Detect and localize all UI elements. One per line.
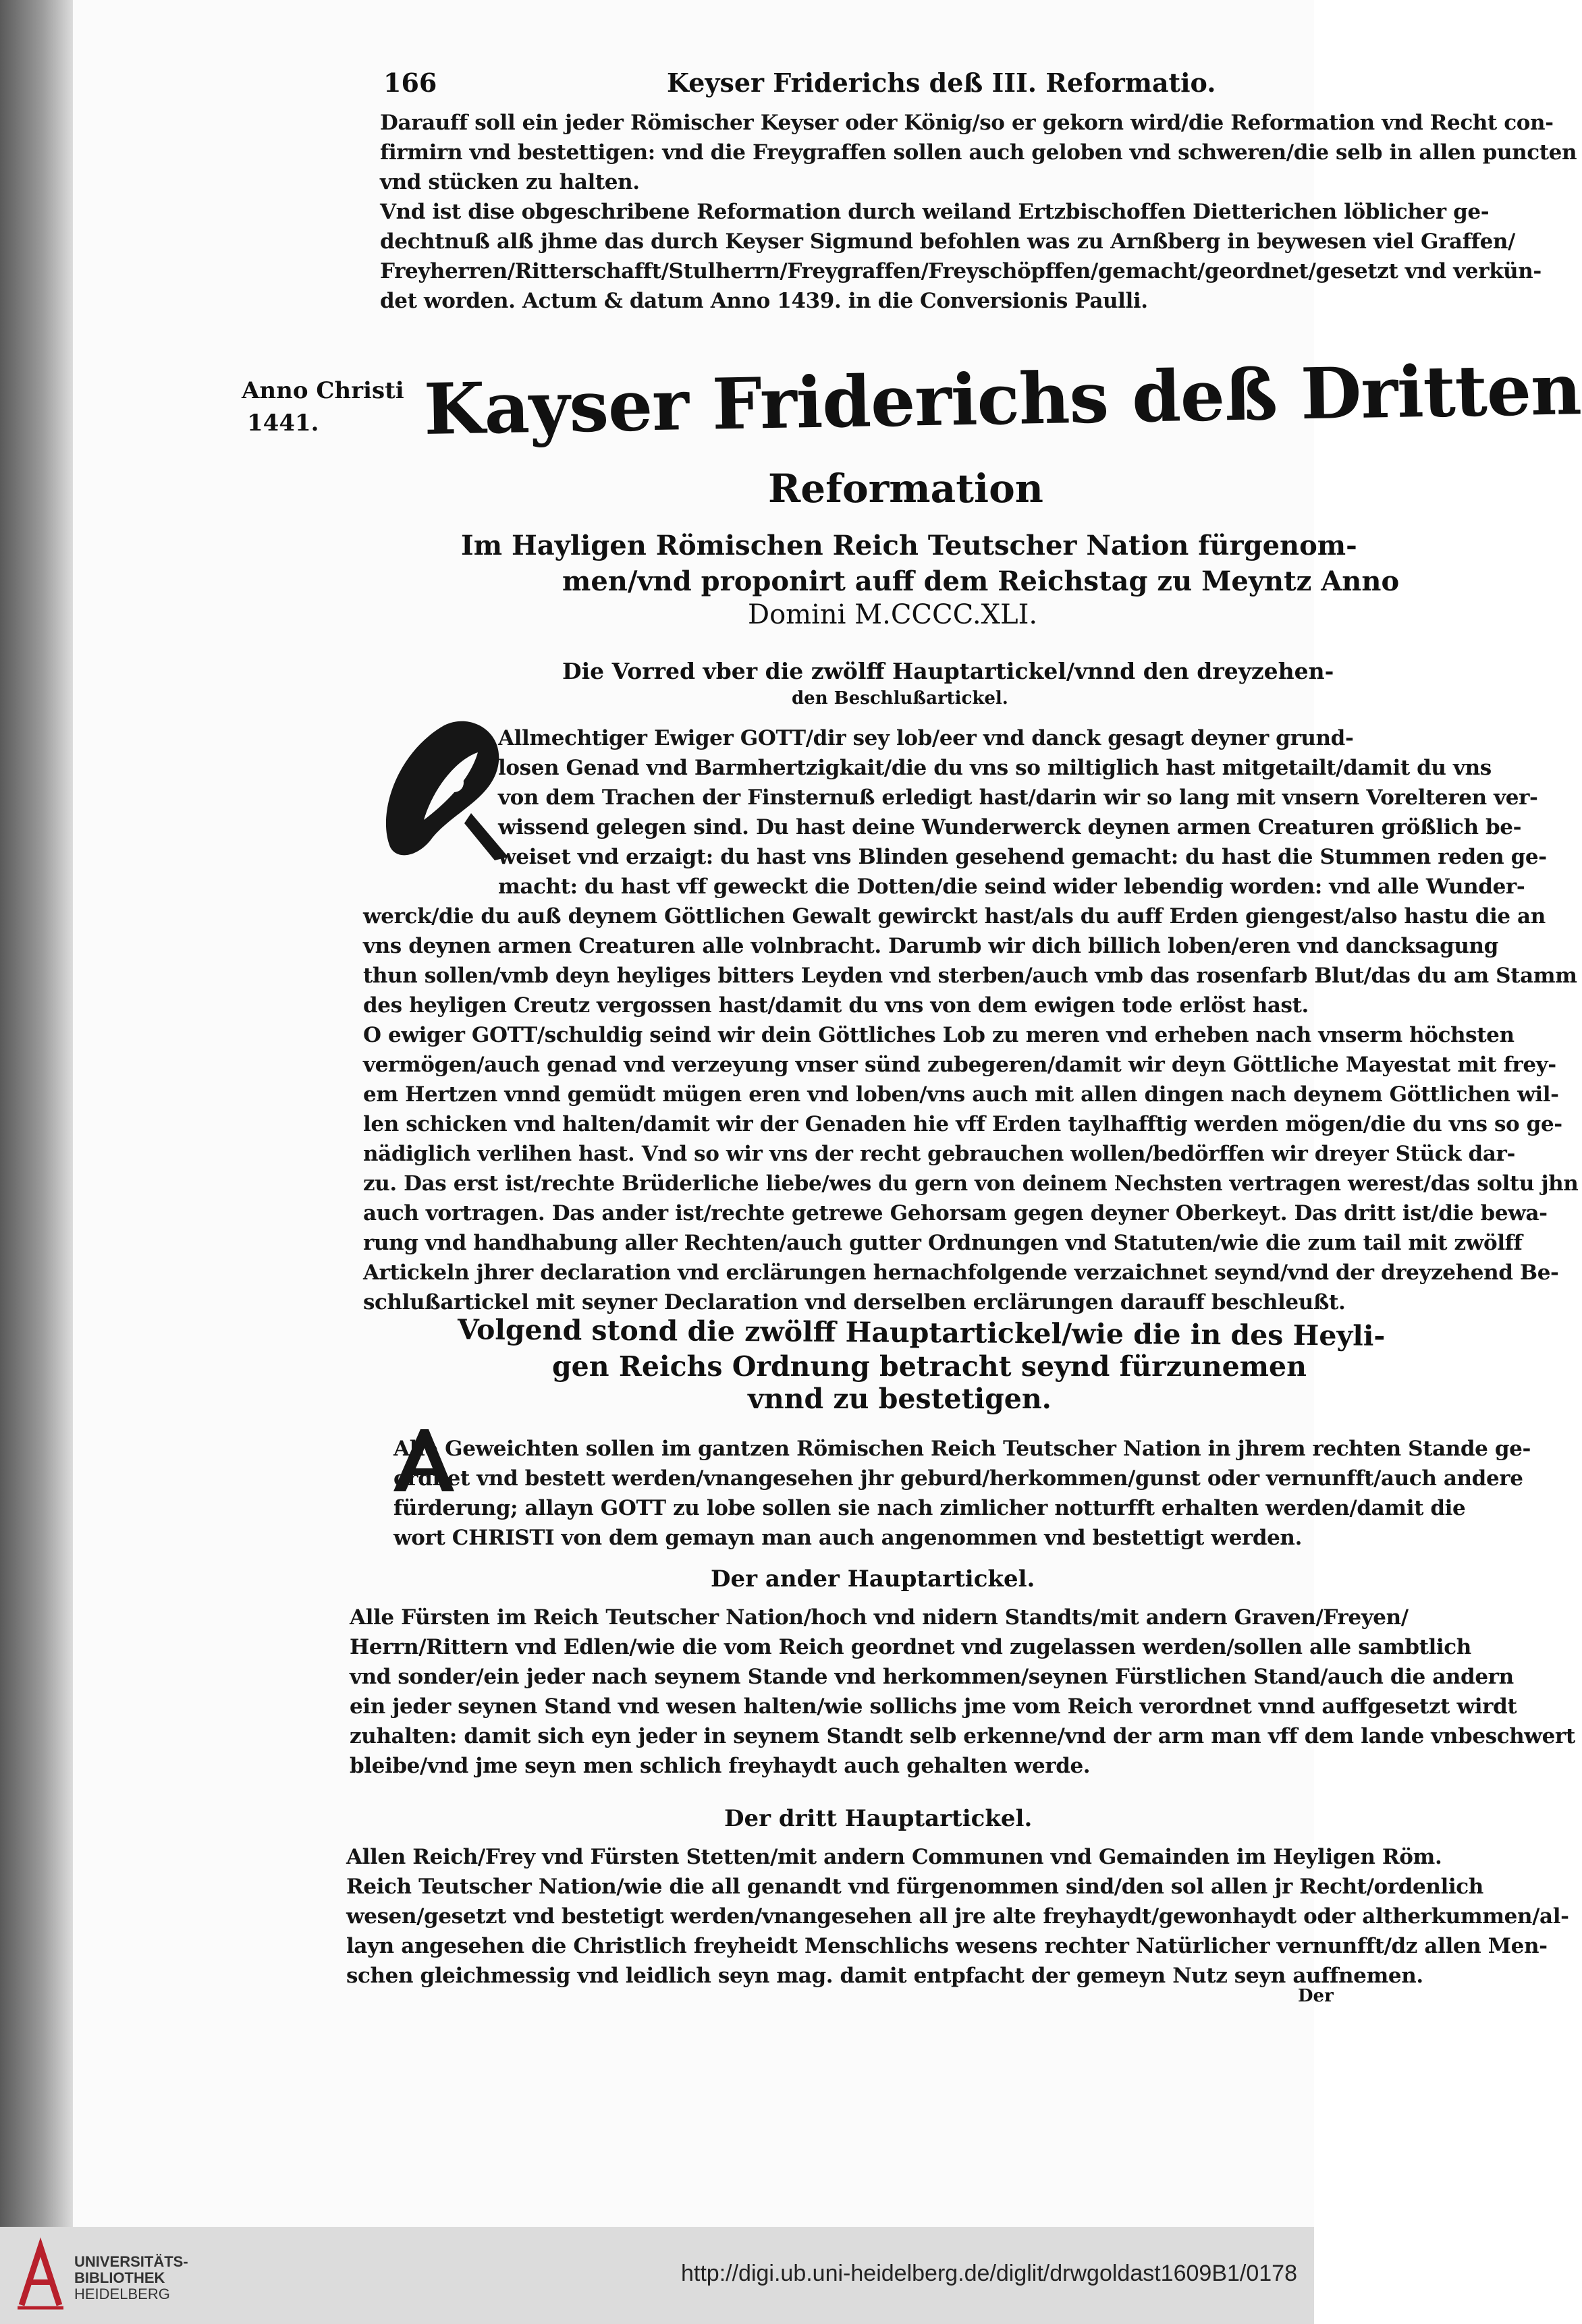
text-line: auch vortragen. Das ander ist/rechte getrewe Gehorsam gegen deyner Oberkeyt. Das dritt ist/die bewa- bbox=[363, 1201, 1548, 1225]
text-line: det worden. Actum & datum Anno 1439. in die Conversionis Paulli. bbox=[380, 289, 1148, 313]
text-line: vns deynen armen Creaturen alle volnbracht. Darumb wir dich billich loben/eren vnd dancksagung bbox=[363, 934, 1498, 958]
margin-note-line: Anno Christi bbox=[242, 377, 404, 404]
text-line: des heyligen Creutz vergossen hast/damit du vns von dem ewigen tode erlöst hast. bbox=[363, 993, 1309, 1018]
main-title: Kayser Friderichs deß Dritten bbox=[423, 348, 1582, 451]
university-name bbox=[74, 2254, 188, 2302]
university-logo-icon bbox=[15, 2240, 66, 2311]
catchword: Der bbox=[1298, 1986, 1334, 2006]
text-line: firmirn vnd bestettigen: vnd die Freygraffen sollen auch geloben vnd schweren/die selb in allen puncten bbox=[380, 140, 1577, 165]
text-line: vnd stücken zu halten. bbox=[380, 170, 640, 194]
title-subline-1: Im Hayligen Römischen Reich Teutscher Nation fürgenom- bbox=[461, 530, 1357, 561]
running-title: Keyser Friderichs deß III. Reformatio. bbox=[667, 67, 1216, 98]
title-reformation: Reformation bbox=[768, 466, 1043, 511]
permalink-url[interactable]: http://digi.ub.uni-heidelberg.de/diglit/drwgoldast1609B1/0178 bbox=[681, 2261, 1297, 2286]
article-2-heading: Der ander Hauptartickel. bbox=[711, 1566, 1035, 1593]
logo-text-line: UNIVERSITÄTS- bbox=[74, 2253, 188, 2270]
intro-paragraph bbox=[380, 108, 1577, 316]
text-line: macht: du hast vff geweckt die Dotten/die seind wider lebendig worden: vnd alle Wunder- bbox=[498, 875, 1525, 899]
text-line: schlußartickel mit seyner Declaration vnd derselben erclärungen darauff beschleußt. bbox=[363, 1290, 1346, 1315]
text-line: thun sollen/vmb deyn heyliges bitters Leyden vnd sterben/auch vmb das rosenfarb Blut/das du am Stamm bbox=[363, 964, 1577, 988]
text-line: zuhalten: damit sich eyn jeder in seynem Standt selb erkenne/vnd der arm man vff dem lande vnbeschwert bbox=[350, 1724, 1575, 1748]
text-line: losen Genad vnd Barmhertzigkait/die du vns so miltiglich hast mitgetailt/damit du vns bbox=[498, 756, 1492, 780]
text-line: von dem Trachen der Finsternuß erledigt hast/darin wir so lang mit vnsern Vorelteren ver- bbox=[498, 785, 1538, 810]
text-line: Allen Reich/Frey vnd Fürsten Stetten/mit andern Communen vnd Gemainden im Heyligen Röm. bbox=[346, 1845, 1442, 1869]
article-3-text bbox=[346, 1842, 1569, 1991]
text-line: layn angesehen die Christlich freyheidt Menschlichs wesens rechter Natürlicher vernunfft/dz allen Men- bbox=[346, 1934, 1548, 1958]
text-line: Reich Teutscher Nation/wie die all genandt vnd fürgenommen sind/den sol allen jr Recht/ordenlich bbox=[346, 1875, 1483, 1899]
preface-text bbox=[498, 723, 1547, 902]
text-line: O ewiger GOTT/schuldig seind wir dein Göttliches Lob zu meren vnd erheben nach vnserm höchsten bbox=[363, 1023, 1515, 1047]
text-line: len schicken vnd halten/damit wir der Genaden hie vff Erden taylhafftig werden mögen/die du vns so ge- bbox=[363, 1112, 1562, 1136]
text-line: dechtnuß alß jhme das durch Keyser Sigmund befohlen was zu Arnßberg in beywesen viel Graffen/ bbox=[380, 229, 1515, 254]
text-line: Allmechtiger Ewiger GOTT/dir sey lob/eer vnd danck gesagt deyner grund- bbox=[498, 726, 1354, 750]
ornamental-initial-a-icon bbox=[370, 712, 518, 867]
text-line: Freyherren/Ritterschafft/Stulherrn/Freygraffen/Freyschöpffen/gemacht/geordnet/gesetzt vnd verkün- bbox=[380, 259, 1542, 283]
page-number: 166 bbox=[383, 67, 437, 98]
title-subline-3: Domini M.CCCC.XLI. bbox=[748, 599, 1038, 630]
margin-note-year bbox=[242, 375, 404, 439]
text-line: Herrn/Rittern vnd Edlen/wie die vom Reich geordnet vnd zugelassen werden/sollen alle sambtlich bbox=[350, 1635, 1471, 1659]
preface-text-continued bbox=[363, 902, 1578, 1317]
preface-subheading: den Beschlußartickel. bbox=[792, 688, 1008, 709]
digitization-footer bbox=[0, 2227, 1314, 2324]
text-line: Alle Fürsten im Reich Teutscher Nation/hoch vnd nidern Standts/mit andern Graven/Freyen/ bbox=[350, 1605, 1409, 1630]
text-line: vnd sonder/ein jeder nach seynem Stande vnd herkommen/seynen Fürstlichen Stand/auch die andern bbox=[350, 1665, 1514, 1689]
text-line: wort CHRISTI von dem gemayn man auch angenommen vnd bestettigt werden. bbox=[393, 1526, 1302, 1550]
preface-heading: Die Vorred vber die zwölff Hauptartickel/vnnd den dreyzehen- bbox=[562, 658, 1334, 684]
text-line: zu. Das erst ist/rechte Brüderliche liebe/wes du gern von deinem Nechsten vertragen werest/das soltu jhn bbox=[363, 1171, 1579, 1196]
text-line: wissend gelegen sind. Du hast deine Wunderwerck deynen armen Creaturen größlich be- bbox=[498, 815, 1522, 839]
text-line: vermögen/auch genad vnd verzeyung vnser sünd zubegeren/damit wir deyn Göttliche Mayestat mit frey- bbox=[363, 1053, 1556, 1077]
text-line: wesen/gesetzt vnd bestetigt werden/vnangesehen all jre alte freyhaydt/gewonhaydt oder altherkummen/al- bbox=[346, 1904, 1569, 1929]
text-line: werck/die du auß deynem Göttlichen Gewalt gewirckt hast/als du auff Erden giengest/also hastu die an bbox=[363, 904, 1546, 929]
text-line: nädiglich verlihen hast. Vnd so wir vns der recht gebrauchen wollen/bedörffen wir dreyer Stück dar- bbox=[363, 1142, 1515, 1166]
text-line: Vnd ist dise obgeschribene Reformation durch weiland Ertzbischoffen Dietterichen löblicher ge- bbox=[380, 200, 1490, 224]
logo-text-line: HEIDELBERG bbox=[74, 2286, 170, 2302]
margin-note-line: 1441. bbox=[247, 410, 319, 437]
scan-gutter-shadow bbox=[0, 0, 76, 2227]
article-3-heading: Der dritt Hauptartickel. bbox=[724, 1805, 1033, 1832]
text-line: weiset vnd erzaigt: du hast vns Blinden gesehend gemacht: du hast die Stummen reden ge- bbox=[498, 845, 1547, 869]
text-line: Darauff soll ein jeder Römischer Keyser oder König/so er gekorn wird/die Reformation vnd Recht con- bbox=[380, 111, 1554, 135]
book-page bbox=[73, 0, 1582, 2227]
section-heading-line-1: Volgend stond die zwölff Hauptartickel/wie die in des Heyli- bbox=[457, 1313, 1386, 1352]
logo-text-line: BIBLIOTHEK bbox=[74, 2269, 165, 2286]
text-line: Artickeln jhrer declaration vnd erclärungen hernachfolgende verzaichnet seynd/vnd der dreyzehend Be- bbox=[363, 1261, 1559, 1285]
article-2-text bbox=[350, 1603, 1575, 1781]
article-1-text bbox=[393, 1434, 1531, 1553]
text-line: ein jeder seynen Stand vnd wesen halten/wie sollichs jme vom Reich verordnet vnnd auffgesetzt wirdt bbox=[350, 1694, 1517, 1719]
text-line: Alle Geweichten sollen im gantzen Römischen Reich Teutscher Nation in jhrem rechten Stande ge- bbox=[393, 1437, 1531, 1461]
text-line: fürderung; allayn GOTT zu lobe sollen sie nach zimlicher notturfft erhalten werden/damit die bbox=[393, 1496, 1466, 1520]
text-line: ordnet vnd bestett werden/vnangesehen jhr geburd/herkommen/gunst oder vernunfft/auch andere bbox=[393, 1466, 1523, 1491]
section-heading-line-3: vnnd zu bestetigen. bbox=[748, 1383, 1052, 1415]
text-line: rung vnd handhabung aller Rechten/auch gutter Ordnungen vnd Statuten/wie die zum tail mit zwölff bbox=[363, 1231, 1523, 1255]
text-line: schen gleichmessig vnd leidlich seyn mag. damit entpfacht der gemeyn Nutz seyn auffnemen. bbox=[346, 1964, 1423, 1988]
text-line: bleibe/vnd jme seyn men schlich freyhaydt auch gehalten werde. bbox=[350, 1754, 1091, 1778]
text-line: em Hertzen vnnd gemüdt mügen eren vnd loben/vns auch mit allen dingen nach deynem Göttlichen wil- bbox=[363, 1082, 1559, 1107]
title-subline-2: men/vnd proponirt auff dem Reichstag zu Meyntz Anno bbox=[562, 565, 1400, 597]
section-heading-line-2: gen Reichs Ordnung betracht seynd fürzunemen bbox=[552, 1350, 1307, 1383]
